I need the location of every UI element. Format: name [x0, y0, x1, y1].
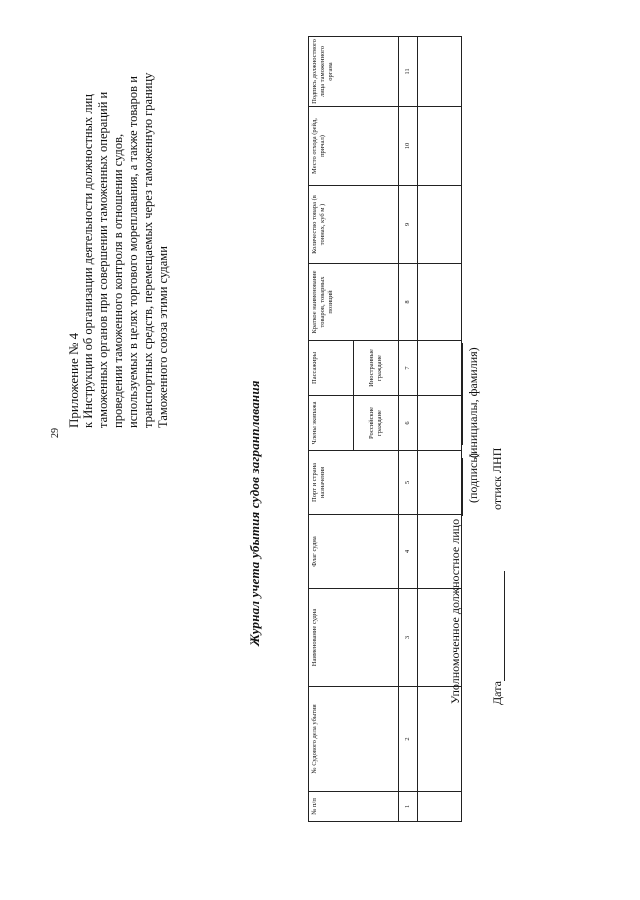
column-number: 11	[399, 37, 418, 107]
table-cell	[418, 37, 462, 107]
official-label: Уполномоченное должностное лицо	[448, 518, 462, 704]
column-number: 1	[399, 792, 418, 822]
initials-caption: (инициалы, фамилия)	[466, 347, 480, 458]
appendix-title: Приложение № 4	[66, 332, 81, 428]
header-cell: Краткое наименование товаров, товарных позиций	[309, 264, 399, 341]
header-cell: № Судового дела убытия	[309, 687, 399, 792]
column-number: 7	[399, 341, 418, 396]
appendix-line: таможенных органов при совершении таможенных операций и	[96, 91, 110, 428]
column-number: 4	[399, 515, 418, 589]
appendix-line: Таможенного союза этими судами	[156, 246, 170, 428]
header-cell-passengers: Пассажиры	[309, 341, 354, 396]
header-cell: Порт и страна назначения	[309, 451, 399, 515]
column-number: 6	[399, 396, 418, 451]
header-cell: Место отхода (рейд, причал)	[309, 107, 399, 186]
stamp-caption: оттиск ЛНП	[490, 447, 504, 510]
signature-blank	[450, 458, 463, 516]
date-line	[490, 571, 505, 705]
header-cell-crew: Члены экипажа	[309, 396, 354, 451]
table-number-row	[399, 37, 418, 822]
header-cell: Флаг судна	[309, 515, 399, 589]
table-cell	[418, 264, 462, 341]
column-number: 3	[399, 589, 418, 687]
journal-title: Журнал учета убытия судов загранплавания	[247, 380, 262, 646]
appendix-line: используемых в целях торгового мореплавания, а также товаров и	[126, 76, 140, 428]
appendix-line: транспортных средств, перемещаемых через таможенную границу	[141, 72, 155, 428]
column-number: 9	[399, 186, 418, 264]
column-number: 10	[399, 107, 418, 186]
table-cell	[418, 792, 462, 822]
table-header-row	[309, 37, 354, 822]
header-cell: № п/п	[309, 792, 399, 822]
appendix-line: к Инструкции об организации деятельности должностных лиц	[81, 94, 95, 428]
header-cell: Иностранные граждане	[354, 341, 399, 396]
official-line	[448, 343, 463, 704]
appendix-block	[66, 68, 171, 428]
appendix-line: проведении таможенного контроля в отношении судов,	[111, 133, 125, 428]
column-number: 5	[399, 451, 418, 515]
header-cell: Подпись должностного лица таможенного органа	[309, 37, 399, 107]
date-label: Дата	[490, 681, 504, 705]
table-cell	[418, 107, 462, 186]
journal-table	[308, 36, 462, 822]
signature-caption: (подпись)	[466, 453, 480, 503]
header-cell: Количество товара (в тоннах, куб м )	[309, 186, 399, 264]
header-cell: Российские граждане	[354, 396, 399, 451]
page-number: 29	[50, 428, 61, 438]
column-number: 2	[399, 687, 418, 792]
table-cell	[418, 186, 462, 264]
name-blank	[450, 343, 463, 445]
header-cell: Наименование судна	[309, 589, 399, 687]
column-number: 8	[399, 264, 418, 341]
date-blank	[492, 571, 505, 681]
